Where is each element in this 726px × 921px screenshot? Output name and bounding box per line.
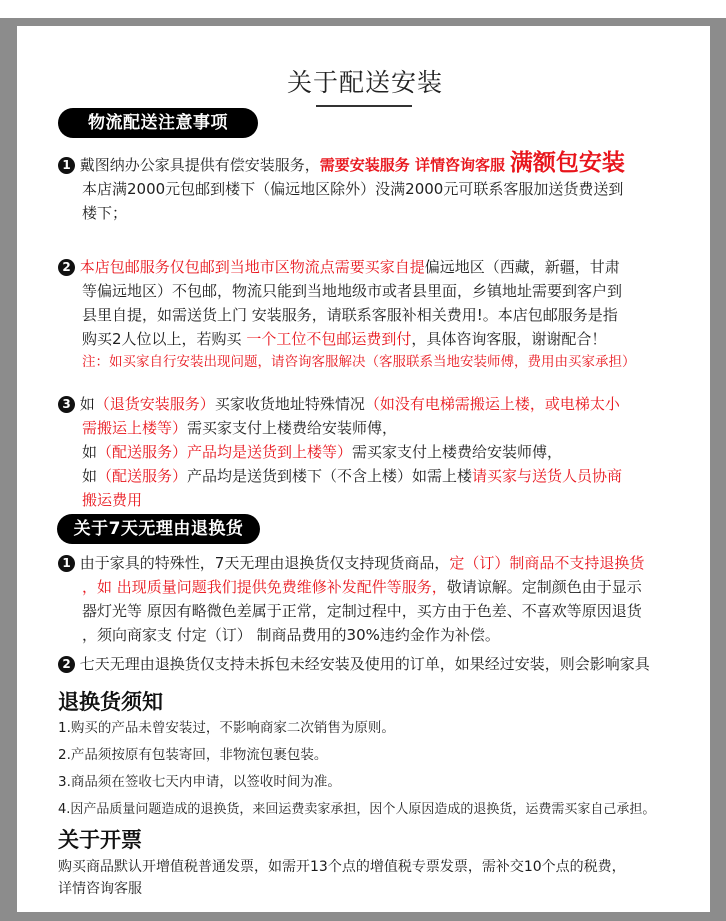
notice-item: 2.产品须按原有包装寄回，非物流包裹包装。	[58, 747, 328, 763]
number-3-icon: 3	[58, 396, 75, 413]
section-pill-returns: 关于7天无理由退换货	[57, 514, 260, 544]
item-red-text: 本店包邮服务仅包邮到当地市区物流点需要买家自提	[79, 258, 425, 276]
item-text: 如	[82, 467, 98, 485]
item-red-text: （配送服务）	[97, 467, 188, 485]
item-text: 戴图纳办公家具提供有偿安装服务，	[79, 156, 320, 174]
item-red-text: 需搬运上楼等）	[82, 419, 188, 437]
page-title: 关于配送安装	[286, 68, 443, 97]
item-line	[58, 416, 708, 440]
item-text: 如	[82, 443, 98, 461]
item-red-text: 定（订）制商品不支持退换货	[449, 554, 645, 572]
item-red-text: （如没有电梯需搬运上楼，或电梯太小	[364, 395, 620, 413]
item-text: 购买2人位以上，若购买	[82, 330, 247, 348]
invoice-heading: 关于开票	[58, 828, 142, 852]
title-underline	[316, 105, 412, 107]
item-red-text: 一个工位不包邮运费到付	[246, 330, 412, 348]
item-line	[58, 575, 708, 599]
item-text: 买家收货地址特殊情况	[214, 395, 365, 413]
item-text: 由于家具的特殊性，7天无理由退换货仅支持现货商品，	[79, 554, 450, 572]
item-line	[58, 440, 708, 464]
item-text: 需买家支付上楼费给安装师傅，	[187, 419, 398, 437]
delivery-item-1	[58, 151, 708, 225]
item-text: 偏远地区（西藏，新疆，甘肃	[424, 258, 620, 276]
section-pill-delivery: 物流配送注意事项	[58, 108, 258, 138]
item-line: ，须向商家支 付定（订） 制商品费用的30%违约金作为补偿。	[82, 626, 500, 644]
notice-heading: 退换货须知	[58, 690, 163, 714]
item-red-text: （配送服务）产品均是送货到上楼等）	[97, 443, 353, 461]
item-text: ，具体咨询客服，谢谢配合！	[411, 330, 607, 348]
invoice-line: 详情咨询客服	[58, 881, 142, 897]
item-line: 县里自提，如需送货上门 安装服务，请联系客服补相关费用!。本店包邮服务是指	[82, 306, 618, 324]
item-line	[58, 464, 708, 488]
item-text: 产品均是送货到楼下（不含上楼）如需上楼	[187, 467, 473, 485]
number-1-icon: 1	[58, 555, 75, 572]
number-2-icon: 2	[58, 656, 75, 673]
notice-item: 1.购买的产品未曾安装过，不影响商家二次销售为原则。	[58, 720, 395, 736]
notice-item: 4.因产品质量问题造成的退换货，来回运费卖家承担，因个人原因造成的退换货，运费需买家自己承担。	[58, 802, 656, 817]
notice-list	[58, 715, 718, 823]
item-line: 等偏远地区）不包邮，物流只能到当地地级市或者县里面，乡镇地址需要到客户到	[82, 282, 623, 300]
install-service-note: 需要安装服务 详情咨询客服	[319, 156, 506, 174]
item-red-text: （退货安装服务）	[94, 395, 215, 413]
delivery-note: 注：如买家自行安装出现问题，请咨询客服解决（客服联系当地安装师傅，费用由买家承担）	[82, 354, 636, 370]
item-line: 本店满2000元包邮到楼下（偏远地区除外）没满2000元可联系客服加送货费送到	[82, 180, 624, 198]
delivery-item-2	[58, 255, 708, 351]
invoice-text	[58, 856, 718, 900]
number-1-icon: 1	[58, 157, 75, 174]
returns-item-1	[58, 551, 708, 647]
item-text: 七天无理由退换货仅支持未拆包未经安装及使用的订单，如果经过安装，则会影响家具	[79, 655, 650, 673]
item-red-text: 请买家与送货人员协商	[472, 467, 623, 485]
item-text: 如	[79, 395, 95, 413]
item-red-text: ，如 出现质量问题我们提供免费维修补发配件等服务，	[82, 578, 447, 596]
number-2-icon: 2	[58, 259, 75, 276]
item-line: 搬运费用	[82, 491, 143, 509]
returns-item-2	[58, 652, 718, 676]
item-text: 敬请谅解。定制颜色由于显示	[446, 578, 642, 596]
item-line: 器灯光等 原因有略微色差属于正常，定制过程中，买方由于色差、不喜欢等原因退货	[82, 602, 642, 620]
invoice-line: 购买商品默认开增值税普通发票，如需开13个点的增值税专票发票，需补交10个点的税费，	[58, 859, 626, 875]
item-text: 需买家支付上楼费给安装师傅，	[352, 443, 563, 461]
item-line	[58, 327, 708, 351]
item-line: 楼下；	[82, 204, 128, 222]
free-install-highlight: 满额包安装	[509, 150, 625, 176]
notice-item: 3.商品须在签收七天内申请，以签收时间为准。	[58, 774, 341, 790]
delivery-item-3	[58, 392, 708, 512]
